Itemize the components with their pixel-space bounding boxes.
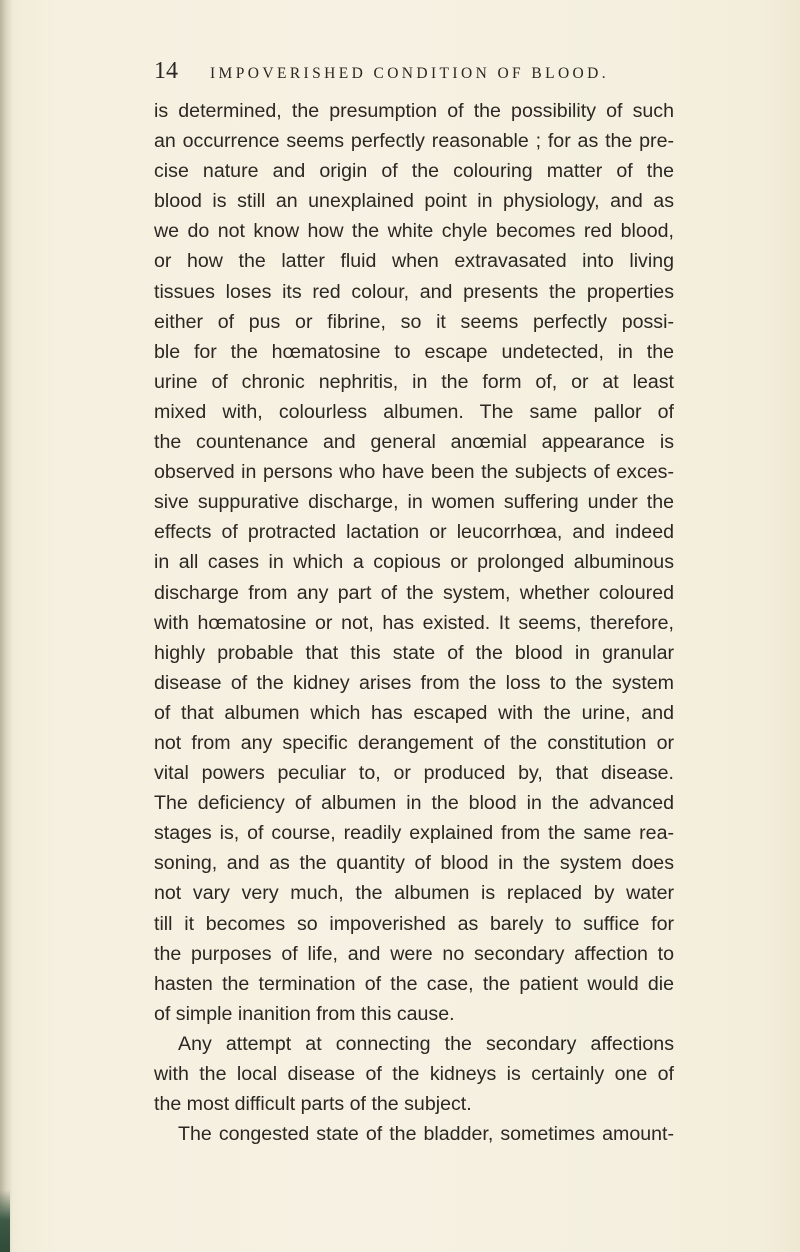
body-text (154, 96, 674, 1149)
text-line: disease of the kidney arises from the loss to the system (154, 671, 674, 694)
text-line: soning, and as the quantity of blood in the system does (154, 852, 674, 875)
text-line: the purposes of life, and were no secondary affection to (154, 942, 674, 965)
text-line: till it becomes so impoverished as barely to suffice for (154, 912, 674, 935)
text-line: hasten the termination of the case, the patient would die (154, 972, 674, 995)
text-line: highly probable that this state of the blood in granular (154, 641, 674, 664)
text-line: sive suppurative discharge, in women suffering under the (154, 491, 674, 514)
text-line: blood is still an unexplained point in physiology, and as (154, 190, 674, 213)
text-line: not vary very much, the albumen is replaced by water (154, 882, 674, 905)
text-line: tissues loses its red colour, and presents the properties (154, 280, 674, 303)
text-line: we do not know how the white chyle becomes red blood, (154, 220, 674, 243)
text-line: with the local disease of the kidneys is certainly one of (154, 1063, 674, 1085)
text-line: an occurrence seems perfectly reasonable ; for as the pre- (154, 130, 674, 153)
text-line: either of pus or fibrine, so it seems perfectly possi- (154, 310, 674, 333)
text-line: the most difficult parts of the subject. (154, 1093, 472, 1116)
text-line: observed in persons who have been the subjects of exces- (154, 461, 674, 484)
text-line: urine of chronic nephritis, in the form of, or at least (154, 370, 674, 393)
text-line: is determined, the presumption of the possibility of such (154, 100, 674, 122)
text-line: The congested state of the bladder, sometimes amount- (178, 1123, 674, 1146)
text-line: ble for the hœmatosine to escape undetected, in the (154, 340, 674, 363)
text-line: of that albumen which has escaped with the urine, and (154, 701, 674, 724)
text-line: effects of protracted lactation or leucorrhœa, and indeed (154, 521, 674, 544)
text-line: vital powers peculiar to, or produced by, that disease. (154, 762, 674, 785)
text-line: cise nature and origin of the colouring matter of the (154, 160, 674, 183)
page-header (154, 58, 674, 88)
text-line: mixed with, colourless albumen. The same pallor of (154, 400, 674, 423)
text-line: with hœmatosine or not, has existed. It seems, therefore, (154, 611, 674, 634)
text-line: in all cases in which a copious or prolonged albuminous (154, 551, 674, 574)
text-line: of simple inanition from this cause. (154, 1002, 455, 1025)
text-line: not from any specific derangement of the constitution or (154, 731, 674, 754)
text-line: the countenance and general anœmial appearance is (154, 431, 674, 454)
text-line: stages is, of course, readily explained from the same rea- (154, 822, 674, 845)
binding-cloth-edge (0, 1190, 10, 1252)
text-line: or how the latter fluid when extravasated into living (154, 250, 674, 273)
text-line: Any attempt at connecting the secondary affections (178, 1032, 674, 1055)
text-line: discharge from any part of the system, whether coloured (154, 581, 674, 604)
text-line: The deficiency of albumen in the blood in the advanced (154, 792, 674, 815)
running-head: IMPOVERISHED CONDITION OF BLOOD. (210, 65, 609, 82)
page-binding-edge (0, 0, 12, 1252)
page-number: 14 (154, 58, 178, 84)
